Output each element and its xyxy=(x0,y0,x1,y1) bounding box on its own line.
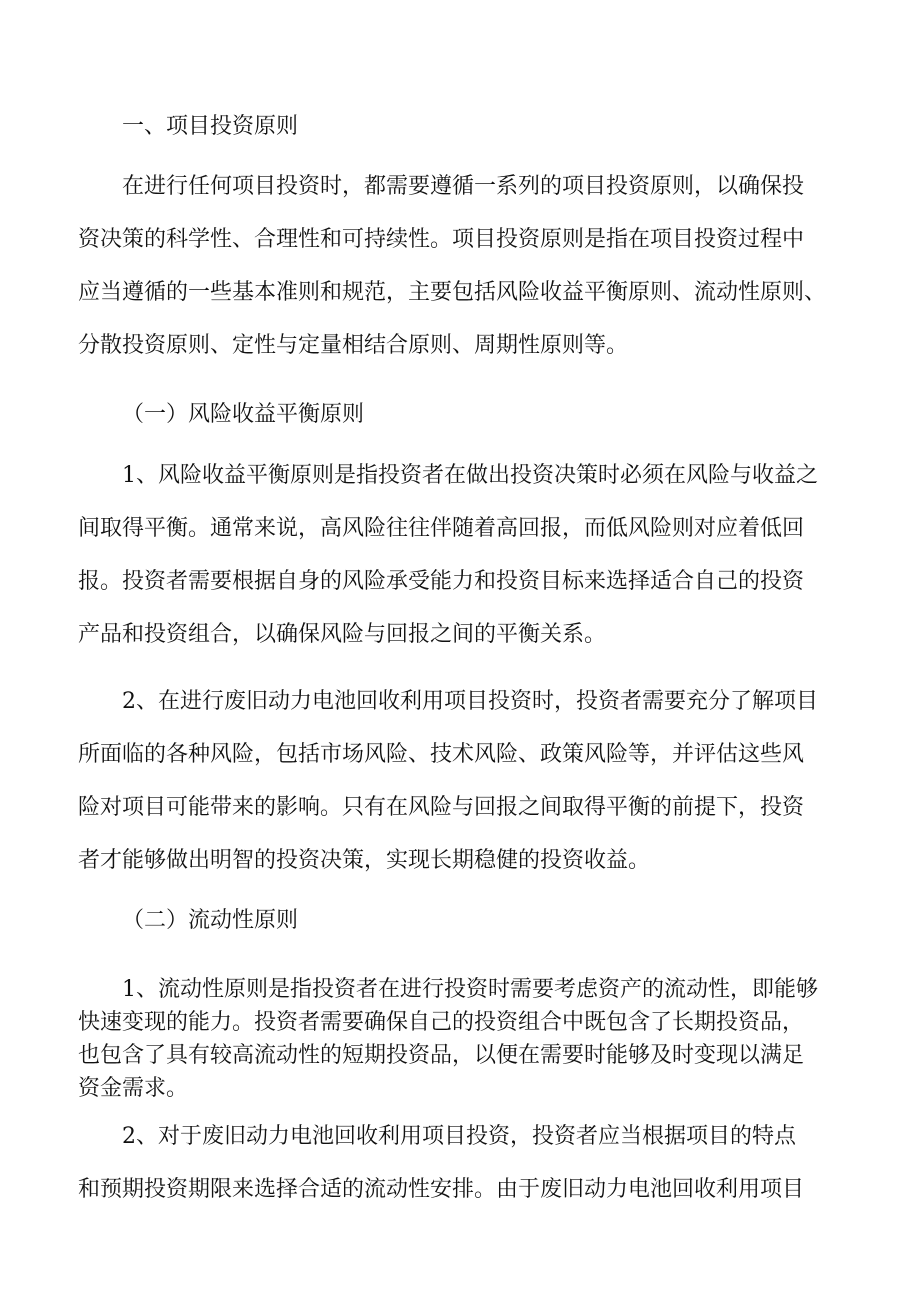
s1p1-line-1: 1、风险收益平衡原则是指投资者在做出投资决策时必须在风险与收益之 xyxy=(122,463,818,488)
s1p1-line-3: 报。投资者需要根据自身的风险承受能力和投资目标来选择适合自己的投资 xyxy=(78,569,805,594)
s1p2-line-3: 险对项目可能带来的影响。只有在风险与回报之间取得平衡的前提下，投资 xyxy=(78,795,805,820)
s2p2-line-1: 2、对于废旧动力电池回收利用项目投资，投资者应当根据项目的特点 xyxy=(122,1124,796,1149)
section-risk-return-title: （一）风险收益平衡原则 xyxy=(122,402,365,427)
s2p1-line-1: 1、流动性原则是指投资者在进行投资时需要考虑资产的流动性，即能够 xyxy=(122,977,818,1002)
s1p1-line-4: 产品和投资组合，以确保风险与回报之间的平衡关系。 xyxy=(78,622,607,647)
s1p2-line-2: 所面临的各种风险，包括市场风险、技术风险、政策风险等，并评估这些风 xyxy=(78,742,805,767)
liquidity-paragraph-1 xyxy=(78,973,818,1105)
risk-return-paragraph-2 xyxy=(78,675,818,887)
liquidity-paragraph-2 xyxy=(78,1110,804,1216)
s2p2-line-2: 和预期投资期限来选择合适的流动性安排。由于废旧动力电池回收利用项目 xyxy=(78,1177,805,1202)
section-liquidity-title: （二）流动性原则 xyxy=(122,908,299,933)
s2p1-line-4: 资金需求。 xyxy=(78,1076,189,1101)
intro-line-4: 分散投资原则、定性与定量相结合原则、周期性原则等。 xyxy=(78,333,629,358)
s2p1-line-3: 也包含了具有较高流动性的短期投资品，以便在需要时能够及时变现以满足 xyxy=(78,1043,805,1068)
intro-line-1: 在进行任何项目投资时，都需要遵循一系列的项目投资原则，以确保投 xyxy=(122,174,805,199)
intro-line-2: 资决策的科学性、合理性和可持续性。项目投资原则是指在项目投资过程中 xyxy=(78,227,805,252)
heading-investment-principles: 一、项目投资原则 xyxy=(122,114,299,139)
intro-paragraph xyxy=(78,160,826,372)
s1p1-line-2: 间取得平衡。通常来说，高风险往往伴随着高回报，而低风险则对应着低回 xyxy=(78,516,805,541)
s2p1-line-2: 快速变现的能力。投资者需要确保自己的投资组合中既包含了长期投资品， xyxy=(78,1010,805,1035)
s1p2-line-1: 2、在进行废旧动力电池回收利用项目投资时，投资者需要充分了解项目 xyxy=(122,689,818,714)
intro-line-3: 应当遵循的一些基本准则和规范，主要包括风险收益平衡原则、流动性原则、 xyxy=(78,280,827,305)
s1p2-line-4: 者才能够做出明智的投资决策，实现长期稳健的投资收益。 xyxy=(78,848,651,873)
risk-return-paragraph-1 xyxy=(78,449,818,661)
